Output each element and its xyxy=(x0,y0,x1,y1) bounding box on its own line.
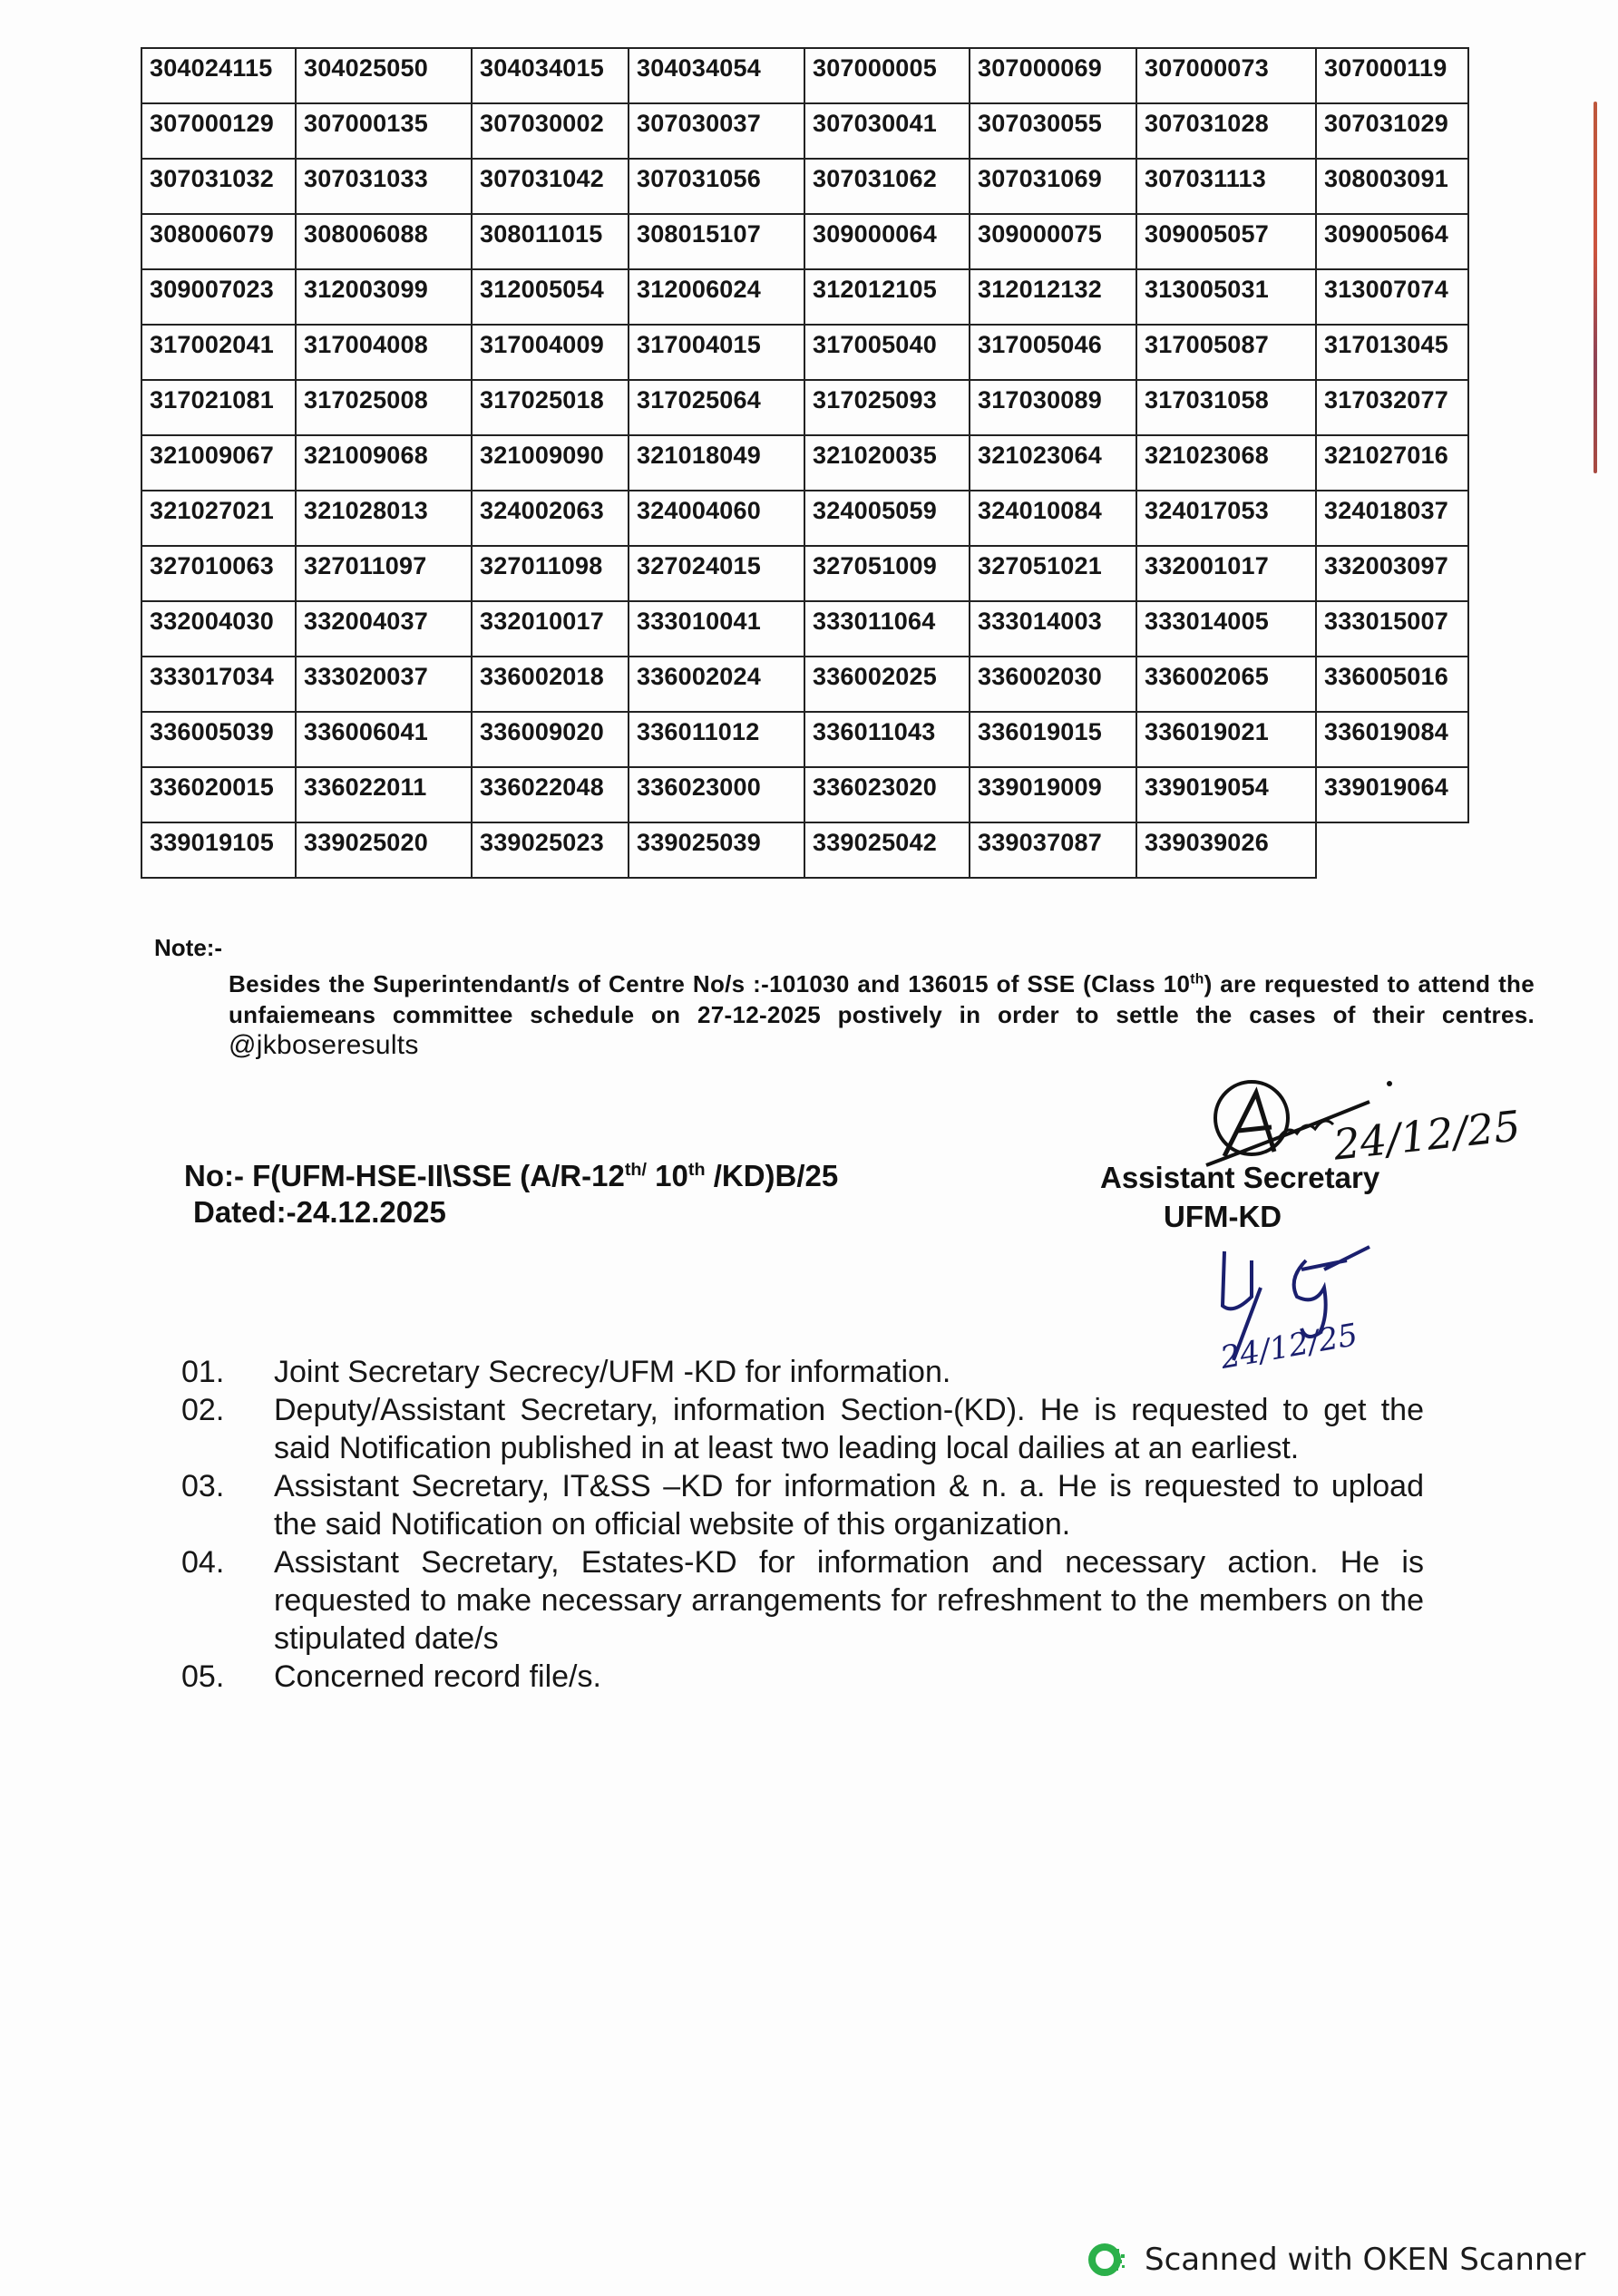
table-cell: 307000005 xyxy=(804,48,970,103)
table-cell: 321009090 xyxy=(472,435,629,491)
table-cell: 336006041 xyxy=(296,712,472,767)
table-cell: 333014003 xyxy=(970,601,1136,657)
table-cell: 333011064 xyxy=(804,601,970,657)
table-cell: 307000119 xyxy=(1316,48,1468,103)
signatory-dept: UFM-KD xyxy=(1164,1200,1282,1233)
table-cell: 317004009 xyxy=(472,325,629,380)
table-cell: 321009067 xyxy=(141,435,296,491)
distribution-number: 02. xyxy=(181,1393,225,1427)
distribution-number: 01. xyxy=(181,1355,225,1389)
table-cell: 339039026 xyxy=(1136,822,1316,878)
table-cell: 317004015 xyxy=(629,325,804,380)
table-cell: 309005064 xyxy=(1316,214,1468,269)
table-cell: 339019105 xyxy=(141,822,296,878)
table-cell: 307030002 xyxy=(472,103,629,159)
table-row xyxy=(141,546,1468,601)
table-cell: 336002065 xyxy=(1136,657,1316,712)
table-cell: 317005046 xyxy=(970,325,1136,380)
note-text-2: ) are requested to attend the unfaiemeans committee schedule on 27-12-2025 postively in order to settle the cases of their centres. xyxy=(229,970,1535,1028)
table-cell: 336002018 xyxy=(472,657,629,712)
table-cell: 317013045 xyxy=(1316,325,1468,380)
table-row xyxy=(141,712,1468,767)
table-cell: 308011015 xyxy=(472,214,629,269)
table-row xyxy=(141,214,1468,269)
ref-part-3: /KD)B/25 xyxy=(705,1159,839,1192)
table-cell: 332003097 xyxy=(1316,546,1468,601)
table-cell: 317025064 xyxy=(629,380,804,435)
table-cell: 308006088 xyxy=(296,214,472,269)
table-cell: 307031069 xyxy=(970,159,1136,214)
distribution-text: Assistant Secretary, Estates-KD for information and necessary action. He is requested to make necessary arrangements for refreshment to the members on the stipulated date/s xyxy=(274,1545,1424,1656)
table-cell: 324010084 xyxy=(970,491,1136,546)
table-cell: 321009068 xyxy=(296,435,472,491)
table-cell: 333010041 xyxy=(629,601,804,657)
table-cell: 307031056 xyxy=(629,159,804,214)
table-cell: 317025008 xyxy=(296,380,472,435)
note-sup: th xyxy=(1190,971,1204,987)
table-cell: 321027016 xyxy=(1316,435,1468,491)
table-cell: 333014005 xyxy=(1136,601,1316,657)
table-cell: 336002030 xyxy=(970,657,1136,712)
table-cell: 307031042 xyxy=(472,159,629,214)
distribution-number: 05. xyxy=(181,1659,225,1694)
table-cell: 332004037 xyxy=(296,601,472,657)
watermark-handle: @jkboseresults xyxy=(229,1030,419,1060)
table-cell: 339025020 xyxy=(296,822,472,878)
table-cell: 336005039 xyxy=(141,712,296,767)
table-cell: 317002041 xyxy=(141,325,296,380)
table-cell: 307000129 xyxy=(141,103,296,159)
distribution-text: Concerned record file/s. xyxy=(274,1659,601,1694)
table-cell: 336023020 xyxy=(804,767,970,822)
table-cell: 307000135 xyxy=(296,103,472,159)
table-cell: 307000073 xyxy=(1136,48,1316,103)
scanner-footer xyxy=(1088,2240,1585,2280)
distribution-item xyxy=(181,1353,1424,1391)
table-cell: 332004030 xyxy=(141,601,296,657)
table-row xyxy=(141,657,1468,712)
table-row xyxy=(141,767,1468,822)
table-cell: 309007023 xyxy=(141,269,296,325)
table-cell: 339019054 xyxy=(1136,767,1316,822)
table-cell: 336019021 xyxy=(1136,712,1316,767)
table-cell: 336022048 xyxy=(472,767,629,822)
table-cell: 324017053 xyxy=(1136,491,1316,546)
table-cell: 307030055 xyxy=(970,103,1136,159)
handwritten-date-2: 24/12/25 xyxy=(1217,1317,1361,1377)
table-cell: 317031058 xyxy=(1136,380,1316,435)
table-row xyxy=(141,435,1468,491)
table-cell: 317025093 xyxy=(804,380,970,435)
table-cell: 313005031 xyxy=(1136,269,1316,325)
table-cell: 313007074 xyxy=(1316,269,1468,325)
distribution-text: Joint Secretary Secrecy/UFM -KD for information. xyxy=(274,1355,951,1389)
table-cell: 332001017 xyxy=(1136,546,1316,601)
table-cell: 317005087 xyxy=(1136,325,1316,380)
table-cell: 307031113 xyxy=(1136,159,1316,214)
table-cell: 307031032 xyxy=(141,159,296,214)
table-cell: 332010017 xyxy=(472,601,629,657)
table-cell: 327011098 xyxy=(472,546,629,601)
ref-part-2: 10 xyxy=(647,1159,688,1192)
distribution-item xyxy=(181,1658,1424,1696)
table-cell: 327051021 xyxy=(970,546,1136,601)
table-cell: 317030089 xyxy=(970,380,1136,435)
table-cell: 339019064 xyxy=(1316,767,1468,822)
table-cell: 333020037 xyxy=(296,657,472,712)
table-cell: 324002063 xyxy=(472,491,629,546)
scanner-text: Scanned with OKEN Scanner xyxy=(1145,2242,1586,2278)
table-cell: 312006024 xyxy=(629,269,804,325)
table-row xyxy=(141,48,1468,103)
reference-number xyxy=(184,1159,838,1193)
table-cell: 336005016 xyxy=(1316,657,1468,712)
table-cell: 324005059 xyxy=(804,491,970,546)
table-cell: 307000069 xyxy=(970,48,1136,103)
table-cell: 307031029 xyxy=(1316,103,1468,159)
table-cell: 307030037 xyxy=(629,103,804,159)
signatory-title: Assistant Secretary xyxy=(1100,1161,1380,1194)
table-cell: 304024115 xyxy=(141,48,296,103)
table-cell: 336002024 xyxy=(629,657,804,712)
table-cell: 304025050 xyxy=(296,48,472,103)
table-row xyxy=(141,491,1468,546)
table-cell: 312003099 xyxy=(296,269,472,325)
table-cell: 339037087 xyxy=(970,822,1136,878)
ref-sup-2: th xyxy=(687,1160,706,1180)
table-cell: 336019084 xyxy=(1316,712,1468,767)
distribution-number: 03. xyxy=(181,1469,225,1503)
oken-scanner-logo-icon xyxy=(1088,2240,1128,2280)
table-cell: 321018049 xyxy=(629,435,804,491)
table-cell: 312012105 xyxy=(804,269,970,325)
table-row xyxy=(141,380,1468,435)
table-cell: 336009020 xyxy=(472,712,629,767)
table-cell: 321023064 xyxy=(970,435,1136,491)
ref-part-1: No:- F(UFM-HSE-II\SSE (A/R-12 xyxy=(184,1159,625,1192)
table-cell: 308006079 xyxy=(141,214,296,269)
distribution-item xyxy=(181,1543,1424,1658)
table-row xyxy=(141,325,1468,380)
table-cell: 317021081 xyxy=(141,380,296,435)
table-cell: 308015107 xyxy=(629,214,804,269)
note-text-1: Besides the Superintendant/s of Centre No/s :-101030 and 136015 of SSE (Class 10 xyxy=(229,970,1191,997)
table-cell: 336023000 xyxy=(629,767,804,822)
table-cell: 321020035 xyxy=(804,435,970,491)
table-cell: 321028013 xyxy=(296,491,472,546)
table-cell: 339025042 xyxy=(804,822,970,878)
table-cell: 339025023 xyxy=(472,822,629,878)
table-cell: 336019015 xyxy=(970,712,1136,767)
table-cell: 324018037 xyxy=(1316,491,1468,546)
note-label: Note:- xyxy=(154,934,223,961)
red-margin-line xyxy=(1594,102,1597,473)
table-cell: 307031028 xyxy=(1136,103,1316,159)
table-cell: 327010063 xyxy=(141,546,296,601)
distribution-number: 04. xyxy=(181,1545,225,1580)
handwritten-date-1: 24/12/25 xyxy=(1330,1101,1523,1170)
table-cell: 324004060 xyxy=(629,491,804,546)
distribution-item xyxy=(181,1391,1424,1467)
note-body xyxy=(229,968,1535,1061)
distribution-text: Assistant Secretary, IT&SS –KD for information & n. a. He is requested to upload the said Notification on official website of this organization. xyxy=(274,1469,1424,1542)
distribution-text: Deputy/Assistant Secretary, information Section-(KD). He is requested to get the said Notification published in at least two leading local dailies at an earliest. xyxy=(274,1393,1424,1465)
table-row xyxy=(141,601,1468,657)
distribution-item xyxy=(181,1467,1424,1543)
table-cell: 327024015 xyxy=(629,546,804,601)
table-row xyxy=(141,159,1468,214)
reference-date: Dated:-24.12.2025 xyxy=(193,1195,446,1229)
table-row xyxy=(141,103,1468,159)
table-cell: 309000064 xyxy=(804,214,970,269)
table-cell: 317032077 xyxy=(1316,380,1468,435)
table-cell: 336011012 xyxy=(629,712,804,767)
table-cell: 336002025 xyxy=(804,657,970,712)
table-cell: 309005057 xyxy=(1136,214,1316,269)
table-cell: 307031062 xyxy=(804,159,970,214)
table-cell: 304034015 xyxy=(472,48,629,103)
table-cell: 339019009 xyxy=(970,767,1136,822)
table-cell: 336011043 xyxy=(804,712,970,767)
table-cell: 307030041 xyxy=(804,103,970,159)
table-cell: 317025018 xyxy=(472,380,629,435)
table-cell: 336022011 xyxy=(296,767,472,822)
table-cell: 339025039 xyxy=(629,822,804,878)
table-cell: 309000075 xyxy=(970,214,1136,269)
table-cell: 321023068 xyxy=(1136,435,1316,491)
table-cell: 327051009 xyxy=(804,546,970,601)
table-cell: 308003091 xyxy=(1316,159,1468,214)
roll-number-table xyxy=(141,47,1469,879)
table-cell: 312005054 xyxy=(472,269,629,325)
table-cell: 336020015 xyxy=(141,767,296,822)
table-cell: 333017034 xyxy=(141,657,296,712)
table-cell: 321027021 xyxy=(141,491,296,546)
table-cell: 327011097 xyxy=(296,546,472,601)
table-cell: 317005040 xyxy=(804,325,970,380)
table-row xyxy=(141,822,1468,878)
table-row xyxy=(141,269,1468,325)
table-cell xyxy=(1316,822,1468,878)
table-cell: 312012132 xyxy=(970,269,1136,325)
distribution-list xyxy=(181,1353,1424,1696)
table-cell: 333015007 xyxy=(1316,601,1468,657)
table-cell: 307031033 xyxy=(296,159,472,214)
table-cell: 304034054 xyxy=(629,48,804,103)
ref-sup-1: th/ xyxy=(624,1160,647,1180)
table-cell: 317004008 xyxy=(296,325,472,380)
